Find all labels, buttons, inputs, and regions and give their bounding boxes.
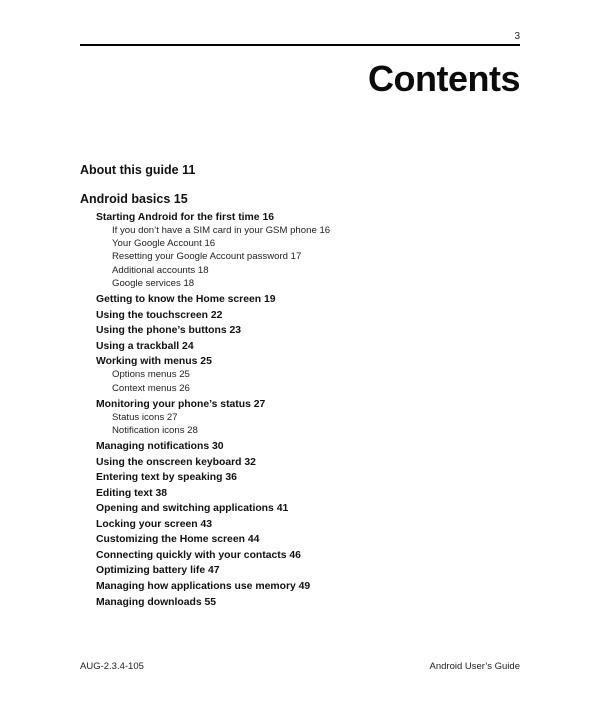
toc-section[interactable]: Customizing the Home screen 44 [96, 534, 260, 546]
toc-section[interactable]: Getting to know the Home screen 19 [96, 294, 276, 306]
toc-subsection[interactable]: Your Google Account 16 [112, 237, 216, 249]
toc-subsection[interactable]: Status icons 27 [112, 411, 178, 423]
toc-section[interactable]: Connecting quickly with your contacts 46 [96, 549, 301, 561]
toc-section[interactable]: Entering text by speaking 36 [96, 472, 237, 484]
toc-section[interactable]: Using the touchscreen 22 [96, 309, 223, 321]
table-of-contents [80, 162, 520, 609]
toc-subsection[interactable]: Context menus 26 [112, 382, 190, 394]
toc-section[interactable]: Starting Android for the first time 16 [96, 211, 275, 223]
toc-subsection[interactable]: Notification icons 28 [112, 425, 198, 437]
toc-section[interactable]: Using a trackball 24 [96, 340, 194, 352]
page-title: Contents [368, 58, 520, 99]
toc-section[interactable]: Optimizing battery life 47 [96, 565, 220, 577]
toc-subsection[interactable]: Options menus 25 [112, 369, 190, 381]
page-number: 3 [514, 31, 520, 42]
toc-subsection[interactable]: Google services 18 [112, 278, 195, 290]
toc-section[interactable]: Monitoring your phone’s status 27 [96, 398, 266, 410]
toc-subsection[interactable]: If you don’t have a SIM card in your GSM phone 16 [112, 224, 331, 236]
document-code: AUG-2.3.4-105 [80, 661, 144, 672]
toc-section[interactable]: Using the onscreen keyboard 32 [96, 456, 256, 468]
document-title: Android User’s Guide [429, 661, 520, 672]
toc-subsection[interactable]: Resetting your Google Account password 17 [112, 251, 302, 263]
toc-section[interactable]: Opening and switching applications 41 [96, 503, 289, 515]
toc-chapter-android-basics[interactable]: Android basics 15 [80, 192, 188, 206]
toc-section[interactable]: Managing downloads 55 [96, 596, 217, 608]
toc-section[interactable]: Working with menus 25 [96, 356, 212, 368]
toc-subsection[interactable]: Additional accounts 18 [112, 264, 209, 276]
toc-section[interactable]: Managing how applications use memory 49 [96, 580, 311, 592]
toc-section[interactable]: Managing notifications 30 [96, 441, 224, 453]
toc-section[interactable]: Locking your screen 43 [96, 518, 213, 530]
toc-section[interactable]: Using the phone’s buttons 23 [96, 325, 242, 337]
top-rule [80, 44, 520, 46]
toc-chapter-about-this-guide[interactable]: About this guide 11 [80, 163, 196, 177]
toc-section[interactable]: Editing text 38 [96, 487, 168, 499]
